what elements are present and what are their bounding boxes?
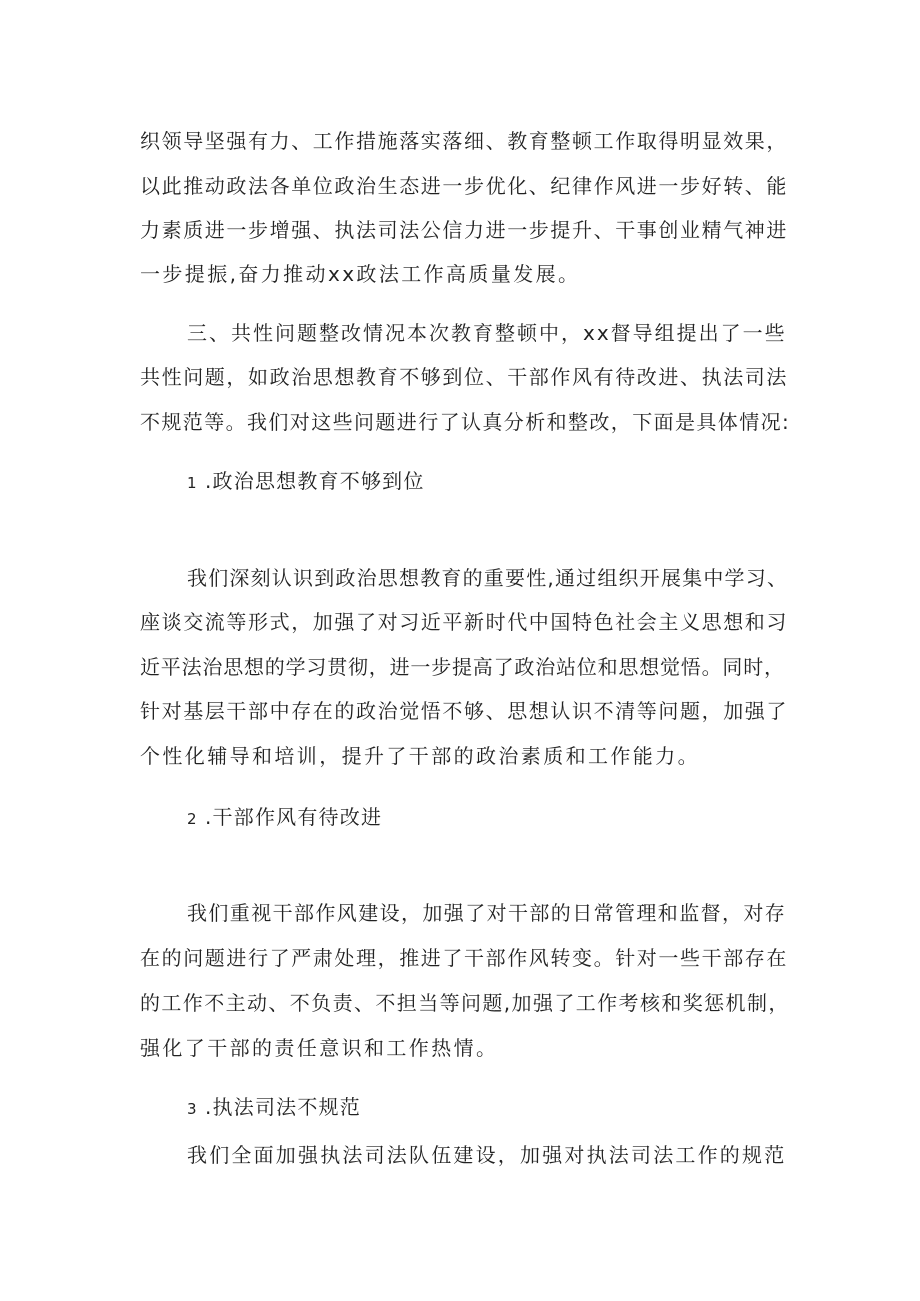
paragraph-line: 针对基层干部中存在的政治觉悟不够、思想认识不清等问题，加强了 bbox=[140, 699, 788, 723]
paragraph-line: 座谈交流等形式，加强了对习近平新时代中国特色社会主义思想和习 bbox=[140, 610, 788, 634]
paragraph-line: 力素质进一步增强、执法司法公信力进一步提升、干事创业精气神进 bbox=[140, 218, 788, 242]
paragraph-line: 不规范等。我们对这些问题进行了认真分析和整改，下面是具体情况: bbox=[140, 410, 791, 434]
heading-text: .干部作风有待改进 bbox=[205, 805, 383, 829]
section-heading-3 bbox=[187, 1094, 361, 1122]
paragraph-line: 的工作不主动、不负责、不担当等问题,加强了工作考核和奖惩机制， bbox=[140, 991, 790, 1015]
paragraph-line: 织领导坚强有力、工作措施落实落细、教育整顿工作取得明显效果， bbox=[140, 129, 788, 153]
heading-text: .政治思想教育不够到位 bbox=[205, 469, 425, 493]
section-heading-2 bbox=[187, 804, 382, 832]
paragraph-line: 近平法治思想的学习贯彻，进一步提高了政治站位和思想觉悟。同时， bbox=[140, 655, 785, 679]
paragraph-line: 共性问题，如政治思想教育不够到位、干部作风有待改进、执法司法 bbox=[140, 365, 788, 389]
paragraph-line: 一步提振,奋力推动xx政法工作高质量发展。 bbox=[140, 262, 581, 286]
heading-number: 1 bbox=[187, 474, 198, 492]
paragraph-line: 我们深刻认识到政治思想教育的重要性,通过组织开展集中学习、 bbox=[187, 566, 789, 590]
paragraph-line: 个性化辅导和培训，提升了干部的政治素质和工作能力。 bbox=[140, 744, 700, 768]
section-heading-1 bbox=[187, 468, 425, 496]
heading-number: 3 bbox=[187, 1100, 198, 1118]
paragraph-line: 三、共性问题整改情况本次教育整顿中，xx督导组提出了一些 bbox=[187, 321, 787, 345]
heading-text: .执法司法不规范 bbox=[205, 1095, 361, 1119]
paragraph-line: 以此推动政法各单位政治生态进一步优化、纪律作风进一步好转、能 bbox=[140, 174, 788, 198]
paragraph-line: 在的问题进行了严肃处理，推进了干部作风转变。针对一些干部存在 bbox=[140, 946, 788, 970]
paragraph-line: 我们重视干部作风建设，加强了对干部的日常管理和监督，对存 bbox=[187, 901, 787, 925]
heading-number: 2 bbox=[187, 810, 198, 828]
paragraph-line: 我们全面加强执法司法队伍建设，加强对执法司法工作的规范 bbox=[187, 1143, 787, 1167]
paragraph-line: 强化了干部的责任意识和工作热情。 bbox=[140, 1036, 499, 1060]
